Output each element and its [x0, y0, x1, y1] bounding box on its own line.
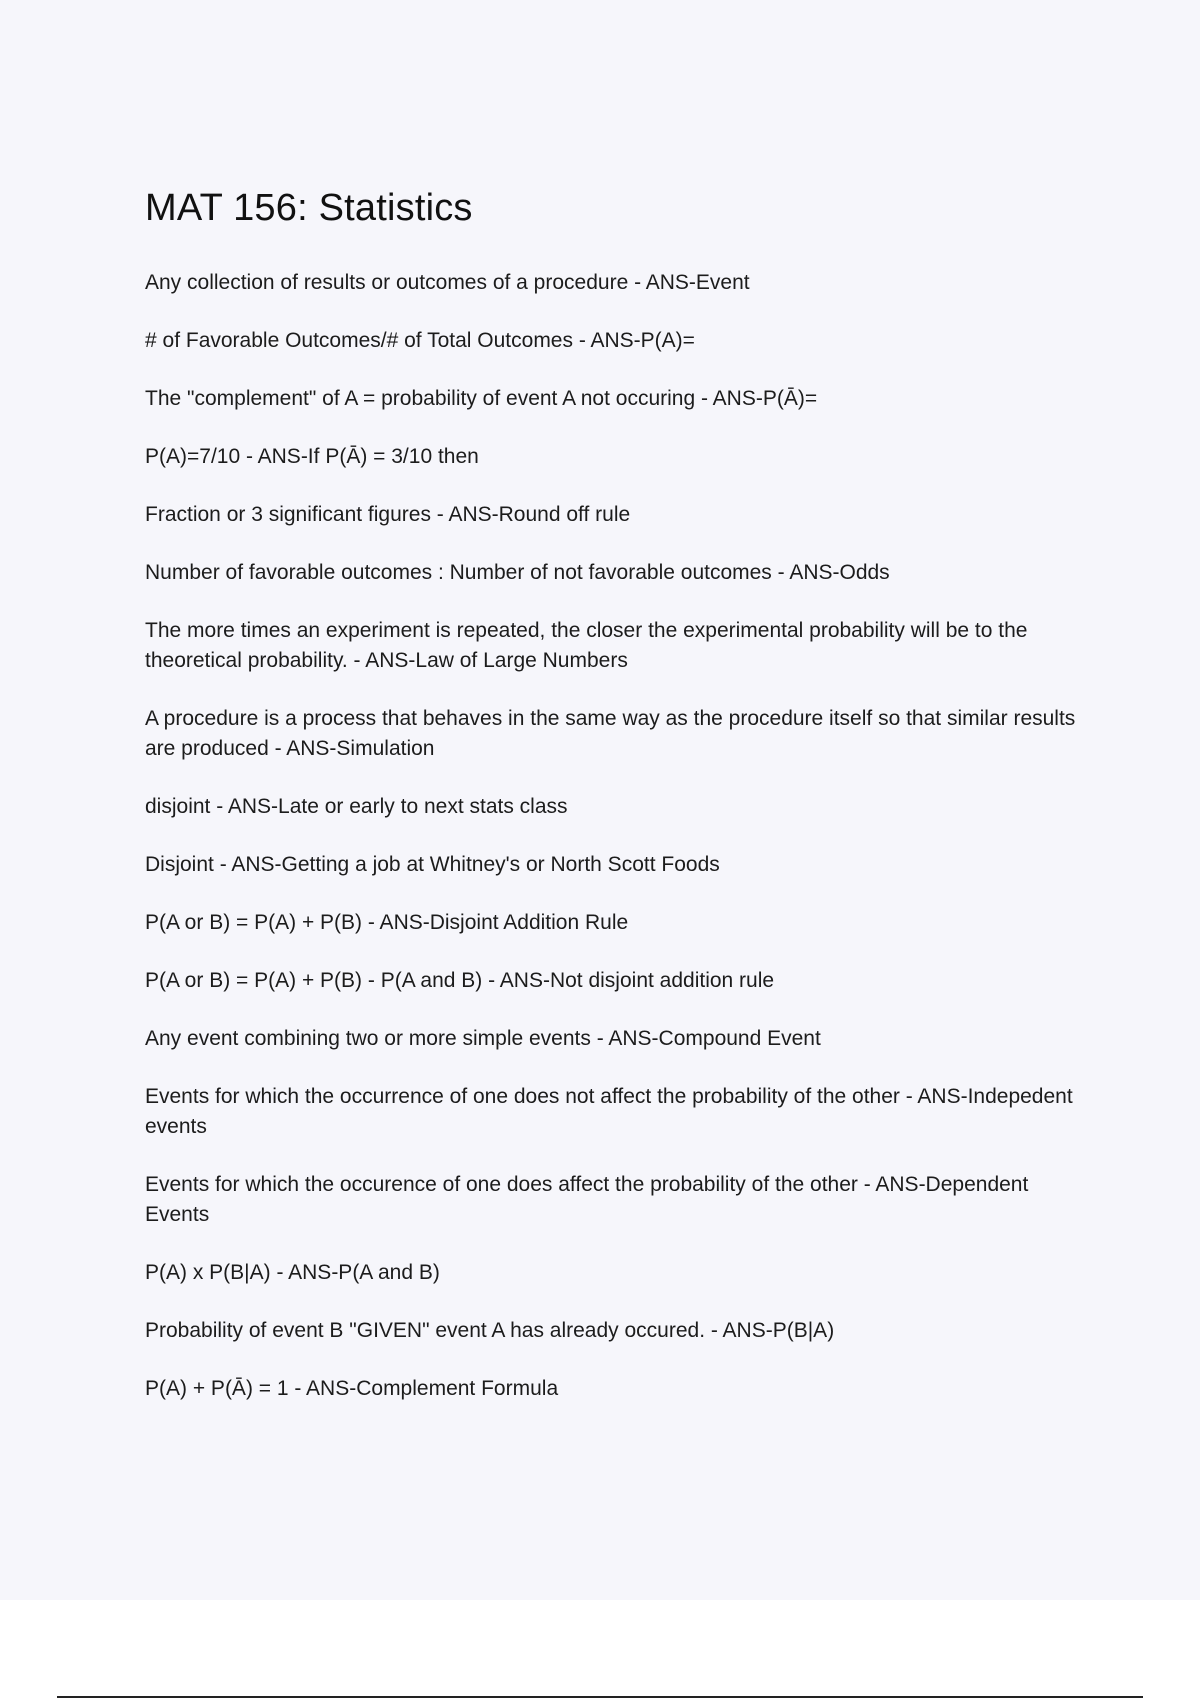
qa-item: The "complement" of A = probability of event A not occuring - ANS-P(Ā)= — [145, 387, 818, 410]
page-title: MAT 156: Statistics — [145, 187, 473, 229]
qa-item: Disjoint - ANS-Getting a job at Whitney's or North Scott Foods — [145, 853, 720, 876]
qa-item: Number of favorable outcomes : Number of not favorable outcomes - ANS-Odds — [145, 561, 890, 584]
qa-item: Events for which the occurrence of one does not affect the probability of the other - ANS-Indepedent events — [145, 1085, 1073, 1138]
qa-item: The more times an experiment is repeated, the closer the experimental probability will be to the theoretical probability. - ANS-Law of Large Numbers — [145, 619, 1028, 672]
qa-item: Any collection of results or outcomes of a procedure - ANS-Event — [145, 271, 750, 294]
qa-item: Events for which the occurence of one does affect the probability of the other - ANS-Dependent Events — [145, 1173, 1029, 1226]
qa-item: Fraction or 3 significant figures - ANS-Round off rule — [145, 503, 631, 526]
qa-item: # of Favorable Outcomes/# of Total Outcomes - ANS-P(A)= — [145, 329, 695, 352]
qa-item: P(A)=7/10 - ANS-If P(Ā) = 3/10 then — [145, 445, 479, 468]
qa-item: P(A) x P(B|A) - ANS-P(A and B) — [145, 1261, 440, 1284]
qa-item: P(A or B) = P(A) + P(B) - ANS-Disjoint Addition Rule — [145, 911, 629, 934]
qa-item: Probability of event B "GIVEN" event A has already occured. - ANS-P(B|A) — [145, 1319, 835, 1342]
document-content — [145, 180, 1085, 1432]
qa-item: Any event combining two or more simple events - ANS-Compound Event — [145, 1027, 821, 1050]
bottom-divider — [57, 1696, 1143, 1698]
qa-item: P(A) + P(Ā) = 1 - ANS-Complement Formula — [145, 1377, 559, 1400]
qa-item: A procedure is a process that behaves in the same way as the procedure itself so that similar results are produced - ANS-Simulation — [145, 707, 1076, 760]
qa-list — [145, 268, 1085, 1404]
qa-item: P(A or B) = P(A) + P(B) - P(A and B) - ANS-Not disjoint addition rule — [145, 969, 775, 992]
qa-item: disjoint - ANS-Late or early to next stats class — [145, 795, 568, 818]
